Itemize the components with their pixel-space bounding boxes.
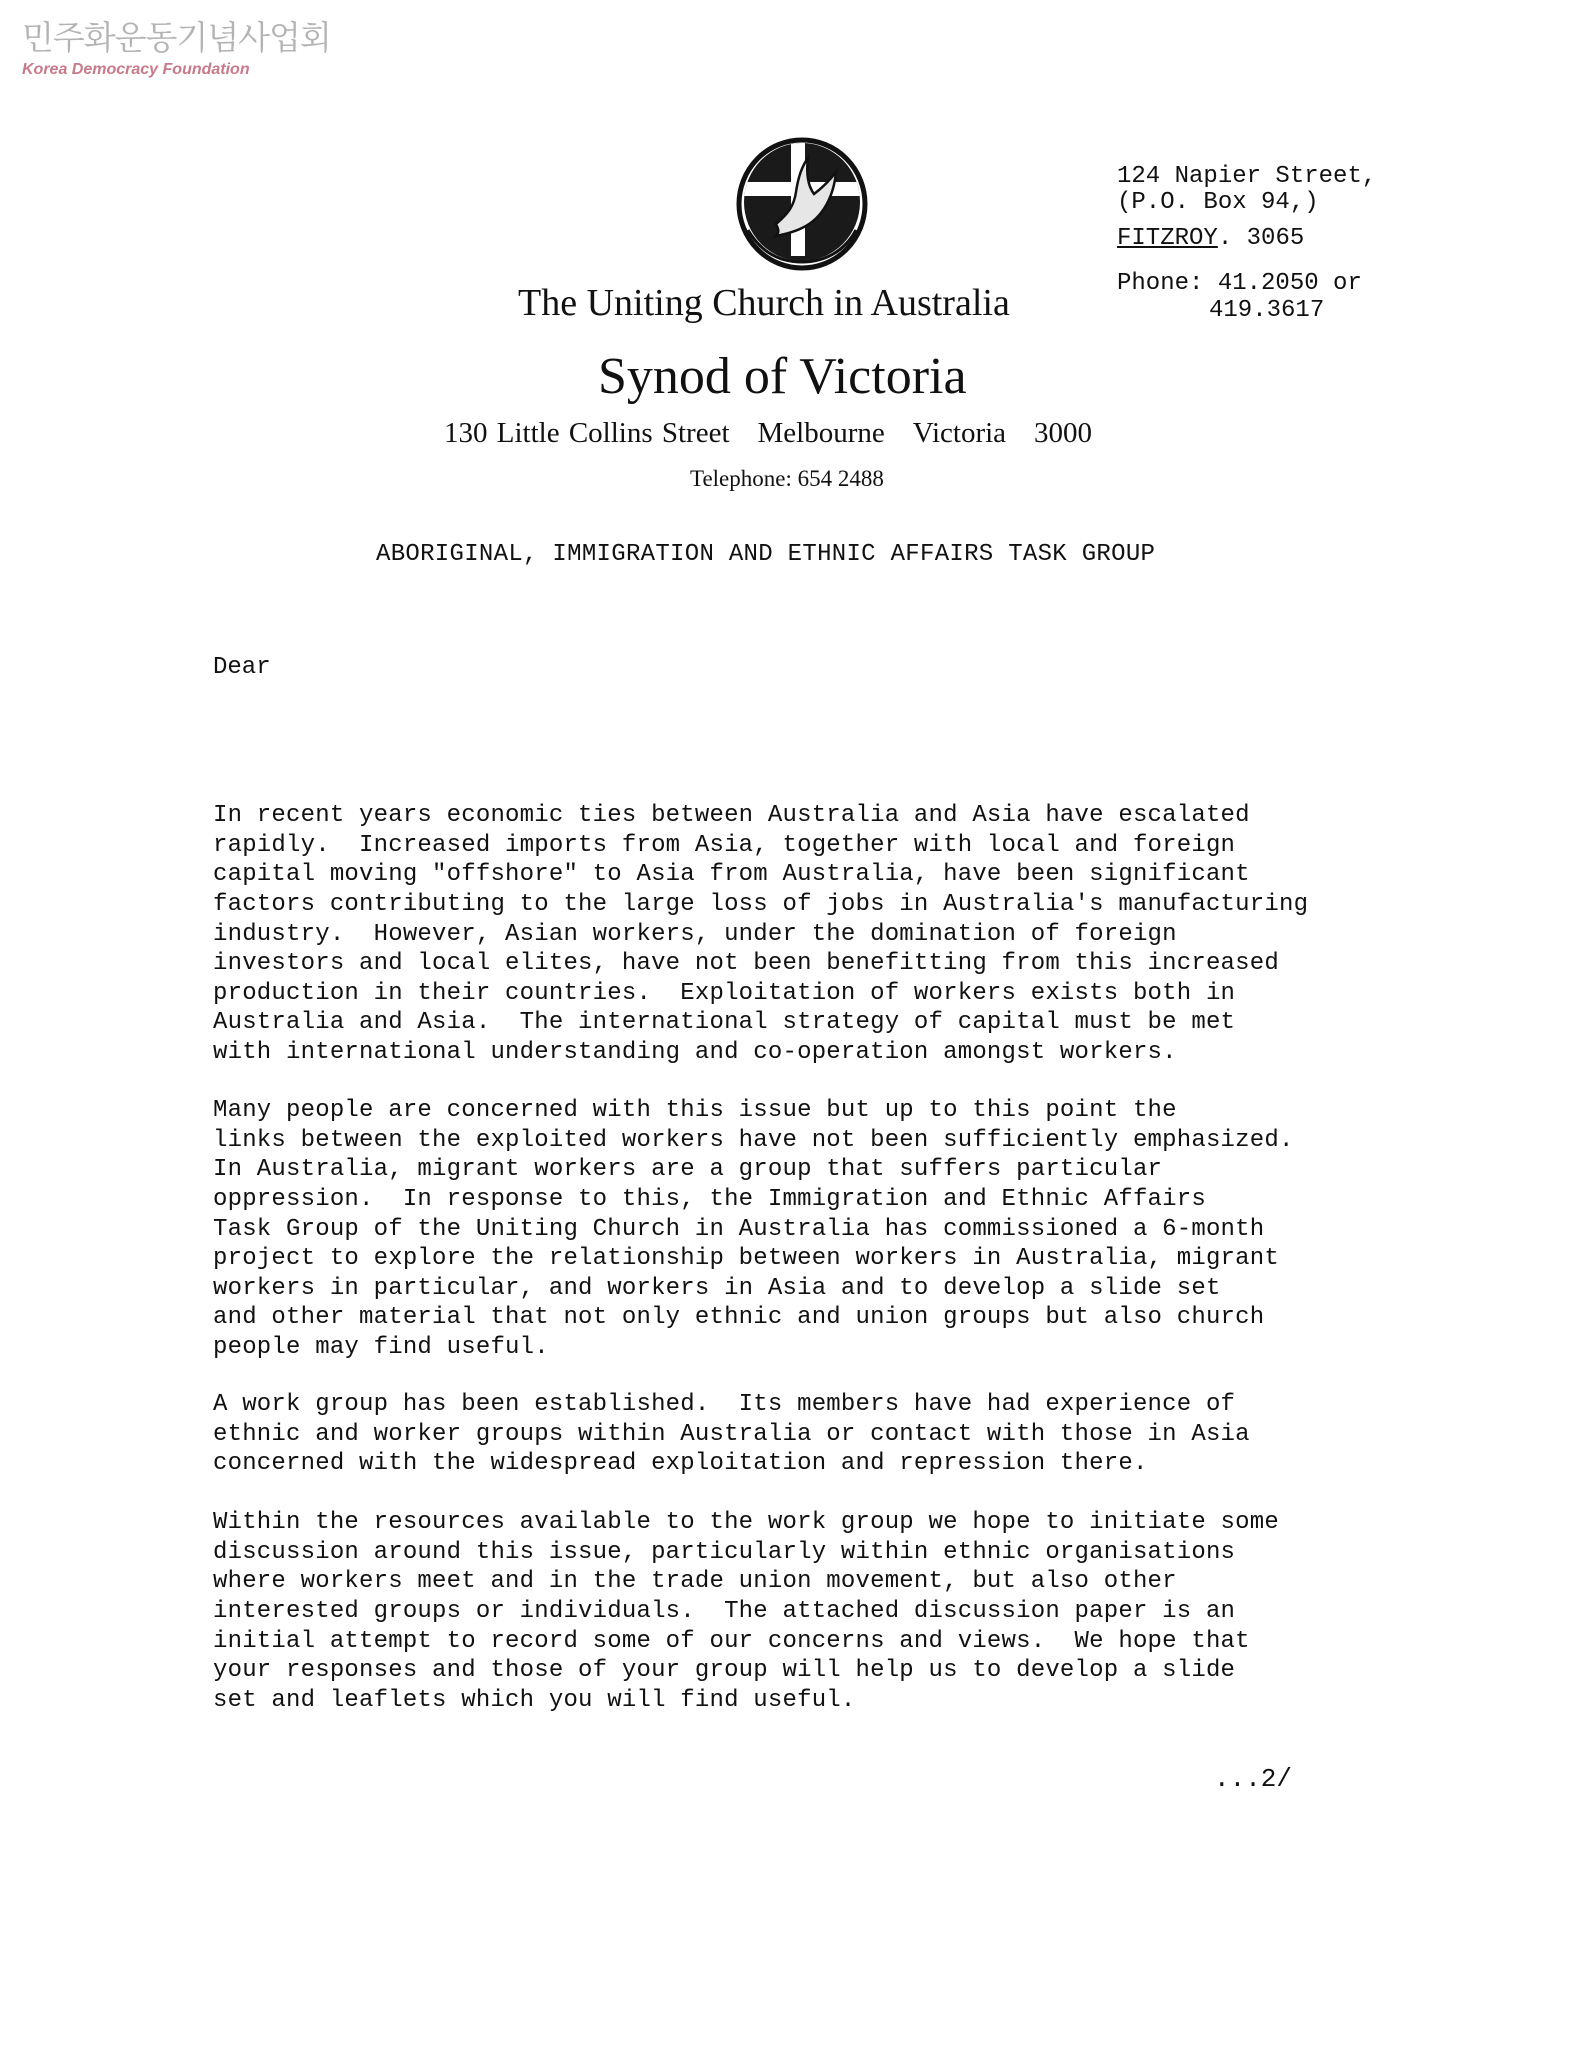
paragraph-line: industry. However, Asian workers, under the domination of foreign bbox=[213, 920, 1177, 948]
sender-po-box: (P.O. Box 94,) bbox=[1117, 189, 1319, 216]
paragraph-line: A work group has been established. Its members have had experience of bbox=[213, 1391, 1236, 1419]
paragraph-line: production in their countries. Exploitation of workers exists both in bbox=[213, 979, 1236, 1007]
paragraph-line: where workers meet and in the trade union movement, but also other bbox=[213, 1568, 1177, 1596]
paragraph-line: people may find useful. bbox=[213, 1333, 549, 1361]
paragraph-line: factors contributing to the large loss of jobs in Australia's manufacturing bbox=[213, 890, 1309, 918]
salutation: Dear bbox=[213, 654, 271, 681]
watermark bbox=[22, 18, 331, 80]
paragraph-line: project to explore the relationship between workers in Australia, migrant bbox=[213, 1245, 1279, 1273]
paragraph-line: your responses and those of your group will help us to develop a slide bbox=[213, 1657, 1236, 1685]
watermark-english: Korea Democracy Foundation bbox=[22, 61, 250, 78]
address-city: Melbourne bbox=[757, 417, 885, 449]
sender-suburb-line bbox=[1117, 225, 1304, 252]
paragraph-line: with international understanding and co-operation amongst workers. bbox=[213, 1038, 1177, 1066]
watermark-korean: 민주화운동기념사업회 bbox=[22, 18, 331, 57]
sender-phone-line2: 419.3617 bbox=[1209, 297, 1325, 324]
address-state: Victoria bbox=[912, 417, 1007, 449]
paragraph-line: In recent years economic ties between Australia and Asia have escalated bbox=[213, 802, 1250, 830]
paragraph-line: interested groups or individuals. The attached discussion paper is an bbox=[213, 1597, 1236, 1625]
paragraph-line: Task Group of the Uniting Church in Australia has commissioned a 6-month bbox=[213, 1215, 1265, 1243]
sender-street: 124 Napier Street, bbox=[1117, 163, 1377, 190]
address-street: 130 Little Collins Street bbox=[444, 417, 730, 449]
paragraph-line: investors and local elites, have not been benefitting from this increased bbox=[213, 950, 1279, 978]
paragraph-line: concerned with the widespread exploitation and repression there. bbox=[213, 1450, 1148, 1478]
sender-postcode: . 3065 bbox=[1217, 225, 1305, 252]
synod-name: Synod of Victoria bbox=[598, 348, 967, 405]
paragraph-line: workers in particular, and workers in Asia and to develop a slide set bbox=[213, 1274, 1221, 1302]
sender-suburb: FITZROY bbox=[1117, 225, 1218, 252]
task-group-heading: ABORIGINAL, IMMIGRATION AND ETHNIC AFFAIRS TASK GROUP bbox=[376, 541, 1156, 568]
paragraph-line: oppression. In response to this, the Immigration and Ethnic Affairs bbox=[213, 1185, 1206, 1213]
synod-address bbox=[444, 417, 1092, 450]
paragraph-line: rapidly. Increased imports from Asia, together with local and foreign bbox=[213, 831, 1236, 859]
synod-telephone: Telephone: 654 2488 bbox=[690, 466, 884, 491]
address-postcode: 3000 bbox=[1034, 417, 1093, 449]
paragraph-line: initial attempt to record some of our concerns and views. We hope that bbox=[213, 1627, 1250, 1655]
church-logo-icon bbox=[736, 136, 868, 272]
paragraph-line: capital moving "offshore" to Asia from Australia, have been significant bbox=[213, 861, 1250, 889]
paragraph-line: set and leaflets which you will find useful. bbox=[213, 1686, 856, 1714]
paragraph-line: Australia and Asia. The international strategy of capital must be met bbox=[213, 1009, 1236, 1037]
organisation-name: The Uniting Church in Australia bbox=[518, 282, 1010, 324]
page-continuation: ...2/ bbox=[1214, 1764, 1293, 1794]
paragraph-line: and other material that not only ethnic and union groups but also church bbox=[213, 1304, 1265, 1332]
paragraph-line: ethnic and worker groups within Australia or contact with those in Asia bbox=[213, 1420, 1250, 1448]
body-paragraph-4 bbox=[213, 1449, 1279, 1745]
sender-phone bbox=[1117, 270, 1362, 324]
paragraph-line: Many people are concerned with this issue but up to this point the bbox=[213, 1097, 1177, 1125]
sender-street-block bbox=[1117, 164, 1376, 216]
paragraph-line: In Australia, migrant workers are a group that suffers particular bbox=[213, 1156, 1163, 1184]
paragraph-line: discussion around this issue, particularly within ethnic organisations bbox=[213, 1538, 1236, 1566]
paragraph-line: links between the exploited workers have not been sufficiently emphasized. bbox=[213, 1126, 1294, 1154]
sender-phone-line1: Phone: 41.2050 or bbox=[1117, 270, 1362, 297]
paragraph-line: Within the resources available to the work group we hope to initiate some bbox=[213, 1509, 1279, 1537]
